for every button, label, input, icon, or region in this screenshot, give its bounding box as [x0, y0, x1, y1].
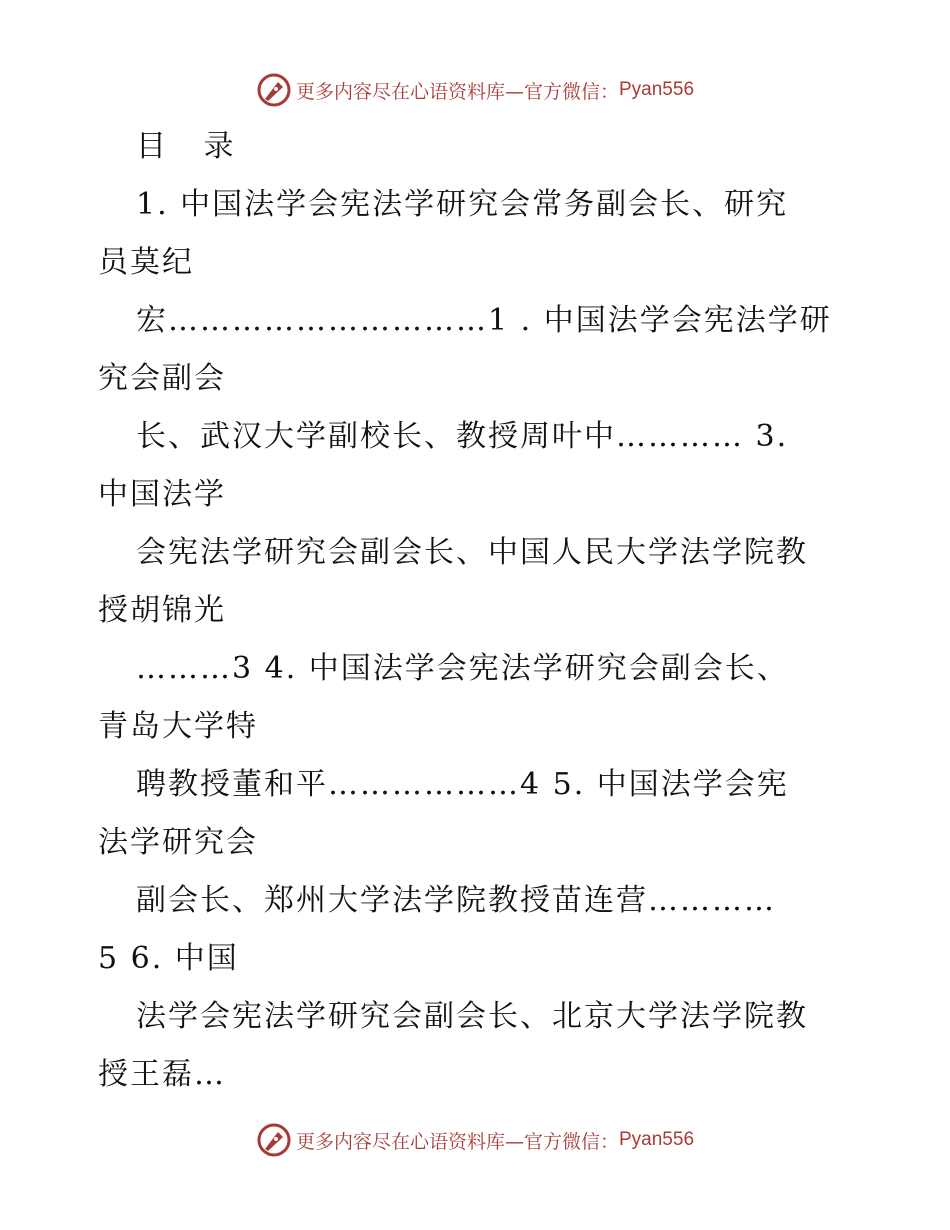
toc-line: 法学研究会 — [98, 825, 258, 860]
toc-line: 1. 中国法学会宪法学研究会常务副会长、研究 — [136, 187, 789, 222]
toc-line: ………3 4. 中国法学会宪法学研究会副会长、 — [136, 651, 789, 686]
table-of-contents — [98, 118, 858, 1104]
toc-line: 宏…………………………1 . 中国法学会宪法学研 — [136, 303, 832, 338]
banner-text: 更多内容尽在心语资料库—官方微信： — [295, 1130, 619, 1153]
toc-line: 授胡锦光 — [98, 593, 226, 628]
toc-line: 聘教授董和平………………4 5. 中国法学会宪 — [136, 767, 789, 802]
toc-line: 员莫纪 — [98, 245, 194, 280]
pen-nib-icon — [256, 72, 292, 108]
toc-line: 副会长、郑州大学法学院教授苗连营………… — [136, 883, 776, 918]
pen-nib-icon — [256, 1122, 292, 1158]
toc-line: 5 6. 中国 — [98, 941, 239, 976]
footer-banner — [0, 1120, 950, 1160]
toc-title: 目 录 — [136, 129, 248, 164]
toc-line: 会宪法学研究会副会长、中国人民大学法学院教 — [136, 535, 808, 570]
banner-text: 更多内容尽在心语资料库—官方微信： — [295, 80, 619, 103]
toc-line: 中国法学 — [98, 477, 226, 512]
banner-wechat-id: Pyan556 — [619, 1129, 695, 1150]
toc-line: 青岛大学特 — [98, 709, 258, 744]
banner-wechat-id: Pyan556 — [619, 79, 695, 100]
toc-line: 授王磊… — [98, 1057, 226, 1092]
toc-line: 究会副会 — [98, 361, 226, 396]
header-banner — [0, 70, 950, 110]
toc-line: 长、武汉大学副校长、教授周叶中………… 3. — [136, 419, 789, 454]
toc-line: 法学会宪法学研究会副会长、北京大学法学院教 — [136, 999, 808, 1034]
